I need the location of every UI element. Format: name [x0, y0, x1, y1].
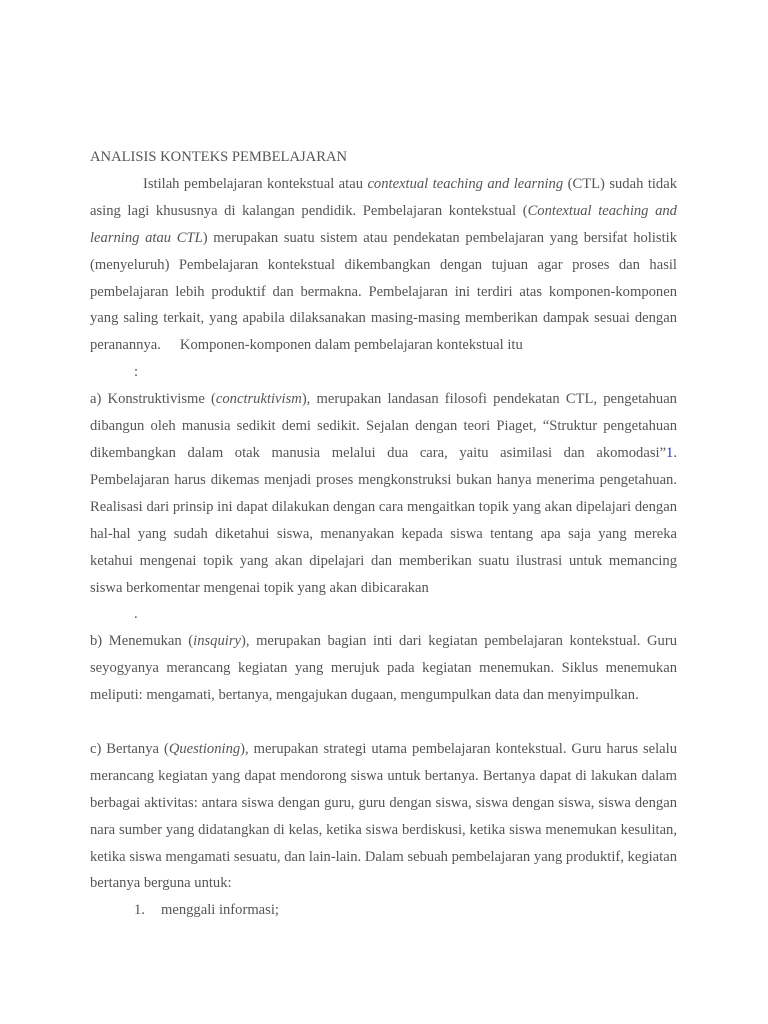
colon-line: :	[134, 364, 139, 381]
paragraph-konstruktivisme	[90, 386, 677, 601]
list-number: 1.	[134, 902, 145, 919]
dot-line: .	[134, 606, 138, 623]
text-run: ) merupakan suatu sistem atau pendekatan pembelajaran yang bersifat holistik (menyeluruh) Pembelajaran kontekstual dikembangkan dengan tujuan agar proses dan hasil pembelajaran lebih produktif dan bermakna. Pembelajaran ini terdiri atas komponen-komponen yang saling terkait, yang apabila dilaksanakan masing-masing memberikan dampak sesuai dengan peranannya.	[90, 229, 677, 354]
text-run: c) Bertanya (	[90, 740, 169, 757]
text-run: Istilah pembelajaran kontekstual atau	[143, 175, 368, 192]
text-run: ), merupakan landasan filosofi pendekatan CTL, pengetahuan dibangun oleh manusia sedikit demi sedikit. Sejalan dengan teori Piaget, “Struktur pengetahuan dikembangkan dalam otak manusia melalui dua cara, yaitu asimilasi dan akomodasi”	[90, 391, 677, 461]
text-run: b) Menemukan (	[90, 633, 194, 650]
paragraph-intro	[90, 171, 677, 359]
document-title: ANALISIS KONTEKS PEMBELAJARAN	[90, 149, 348, 165]
text-run: . Pembelajaran harus dikemas menjadi proses mengkonstruksi bukan hanya menerima pengetahuan. Realisasi dari prinsip ini dapat dilakukan dengan cara mengaitkan topik yang akan dipelajari dengan hal-hal yang sudah diketahui siswa, menanyakan kepada siswa tentang apa saja yang mereka ketahui mengenai topik yang akan dipelajari dan memberikan suatu ilustrasi untuk memancing siswa berkomentar mengenai topik yang akan dibicarakan	[90, 444, 677, 596]
footnote-link[interactable]: 1	[666, 444, 674, 461]
document-body	[90, 144, 677, 924]
italic-term: contextual teaching and learning	[367, 175, 564, 192]
italic-term: conctruktivism	[215, 391, 302, 408]
list-text: menggali informasi;	[161, 902, 279, 919]
paragraph-menemukan	[90, 628, 677, 709]
text-run: ), merupakan strategi utama pembelajaran kontekstual. Guru harus selalu merancang kegiatan yang dapat mendorong siswa untuk bertanya. Bertanya dapat di lakukan dalam berbagai aktivitas: antara siswa dengan guru, guru dengan siswa, siswa dengan siswa, siswa dengan nara sumber yang didatangkan di kelas, ketika siswa berdiskusi, ketika siswa menemukan kesulitan, ketika siswa mengamati sesuatu, dan lain-lain. Dalam sebuah pembelajaran yang produktif, kegiatan bertanya berguna untuk:	[90, 740, 678, 892]
paragraph-bertanya	[90, 736, 677, 897]
list-item	[90, 897, 677, 924]
blank-line	[90, 709, 677, 736]
italic-term: insquiry	[193, 633, 241, 650]
italic-term: Contextual teaching and learning atau CTL	[90, 202, 677, 246]
italic-term: Questioning	[168, 740, 241, 757]
text-run: Komponen-komponen dalam pembelajaran kontekstual itu	[179, 337, 523, 354]
text-run: ), merupakan bagian inti dari kegiatan pembelajaran kontekstual. Guru seyogyanya merancang kegiatan yang merujuk pada kegiatan menemukan. Siklus menemukan meliputi: mengamati, bertanya, mengajukan dugaan, mengumpulkan data dan menyimpulkan.	[90, 633, 678, 704]
text-run: (CTL) sudah tidak asing lagi khususnya di kalangan pendidik. Pembelajaran kontekstual (	[90, 175, 677, 219]
text-run: a) Konstruktivisme (	[90, 391, 216, 408]
